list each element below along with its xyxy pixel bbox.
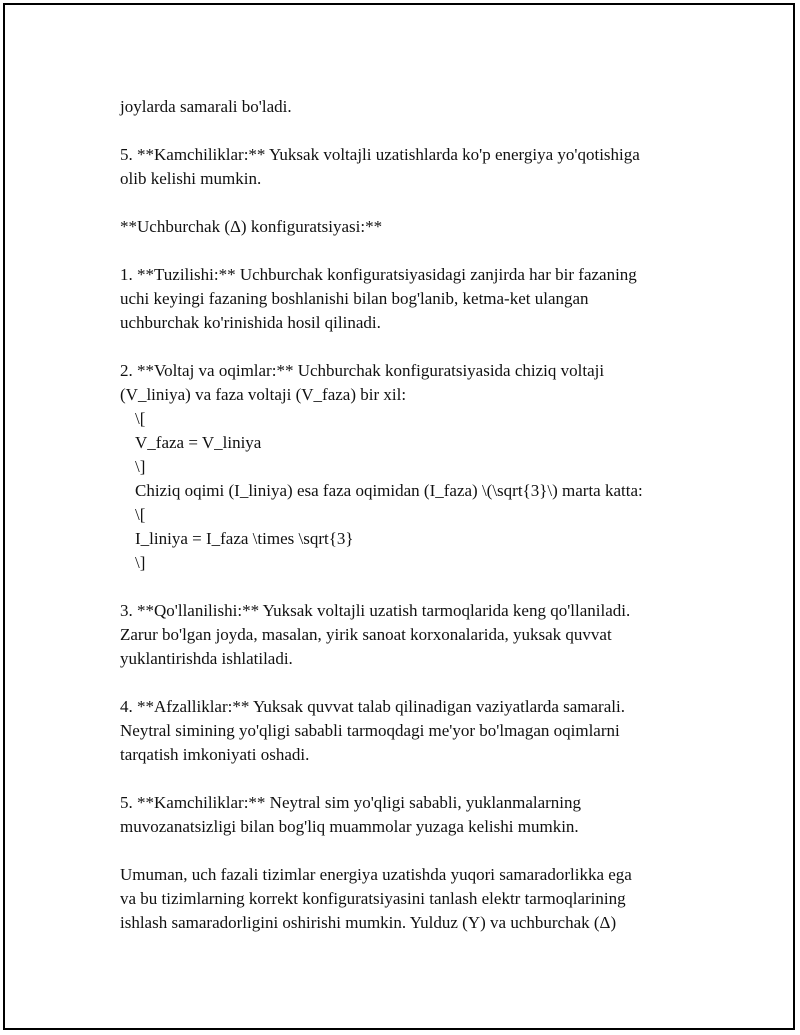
blank-line [120, 191, 720, 215]
math-line: \[ [135, 505, 146, 524]
text-line: yuklantirishda ishlatiladi. [120, 649, 293, 668]
blank-line [120, 239, 720, 263]
text-line: joylarda samarali bo'ladi. [120, 97, 292, 116]
text-line: 3. **Qo'llanilishi:** Yuksak voltajli uzatish tarmoqlarida keng qo'llaniladi. [120, 601, 631, 620]
page-frame [3, 3, 795, 1030]
math-line: \] [135, 553, 146, 572]
blank-line [120, 671, 720, 695]
text-line: Neytral simining yo'qligi sababli tarmoqdagi me'yor bo'lmagan oqimlarni [120, 721, 620, 740]
section-heading: **Uchburchak (Δ) konfiguratsiyasi:** [120, 217, 383, 236]
text-line: Chiziq oqimi (I_liniya) esa faza oqimidan (I_faza) \(\sqrt{3}\) marta katta: [135, 481, 643, 500]
blank-line [120, 767, 720, 791]
text-line: 1. **Tuzilishi:** Uchburchak konfiguratsiyasidagi zanjirda har bir fazaning [120, 265, 637, 284]
text-line: tarqatish imkoniyati oshadi. [120, 745, 310, 764]
math-line: \[ [135, 409, 146, 428]
text-line: 5. **Kamchiliklar:** Neytral sim yo'qligi sababli, yuklanmalarning [120, 793, 582, 812]
text-line: Zarur bo'lgan joyda, masalan, yirik sanoat korxonalarida, yuksak quvvat [120, 625, 612, 644]
text-line: uchi keyingi fazaning boshlanishi bilan bog'lanib, ketma-ket ulangan [120, 289, 589, 308]
text-line: (V_liniya) va faza voltaji (V_faza) bir xil: [120, 385, 407, 404]
text-line: Umuman, uch fazali tizimlar energiya uzatishda yuqori samaradorlikka ega [120, 865, 632, 884]
document-body [120, 95, 720, 935]
blank-line [120, 575, 720, 599]
math-line: I_liniya = I_faza \times \sqrt{3} [135, 529, 354, 548]
text-line: 2. **Voltaj va oqimlar:** Uchburchak konfiguratsiyasida chiziq voltaji [120, 361, 605, 380]
math-line: V_faza = V_liniya [135, 433, 262, 452]
text-line: uchburchak ko'rinishida hosil qilinadi. [120, 313, 381, 332]
text-line: muvozanatsizligi bilan bog'liq muammolar yuzaga kelishi mumkin. [120, 817, 579, 836]
text-line: 5. **Kamchiliklar:** Yuksak voltajli uzatishlarda ko'p energiya yo'qotishiga [120, 145, 640, 164]
text-line: olib kelishi mumkin. [120, 169, 262, 188]
blank-line [120, 839, 720, 863]
text-line: ishlash samaradorligini oshirishi mumkin. Yulduz (Y) va uchburchak (Δ) [120, 913, 617, 932]
math-line: \] [135, 457, 146, 476]
blank-line [120, 335, 720, 359]
text-line: 4. **Afzalliklar:** Yuksak quvvat talab qilinadigan vaziyatlarda samarali. [120, 697, 625, 716]
blank-line [120, 119, 720, 143]
text-line: va bu tizimlarning korrekt konfiguratsiyasini tanlash elektr tarmoqlarining [120, 889, 626, 908]
